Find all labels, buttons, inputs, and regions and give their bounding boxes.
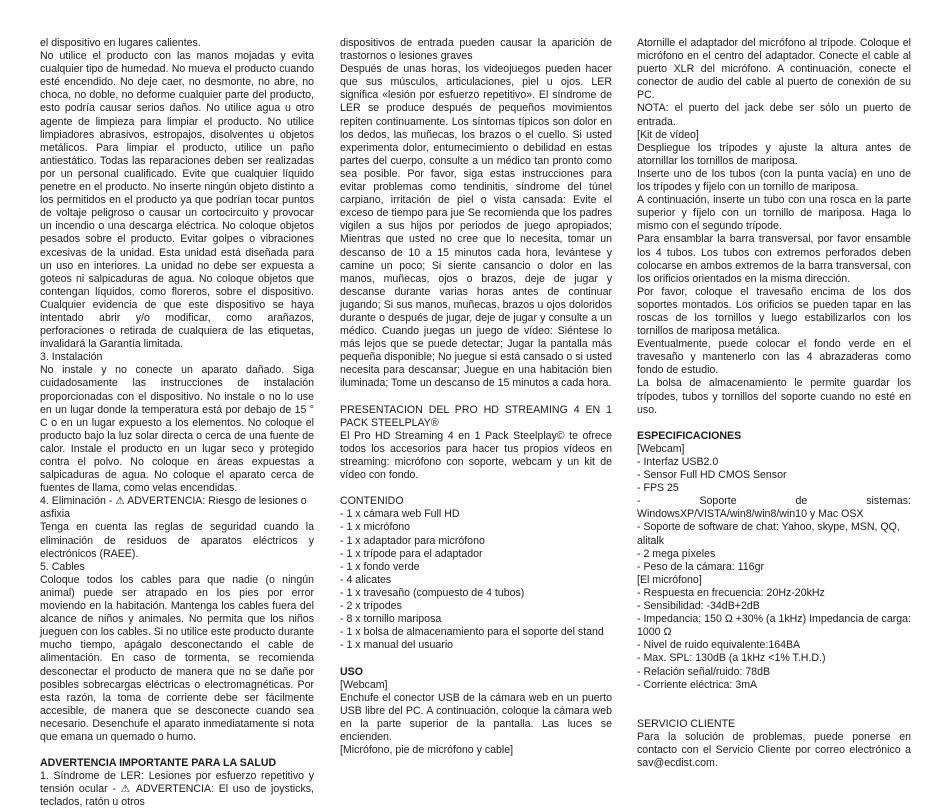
paragraph: Enchufe el conector USB de la cámara web en un puerto USB libre del PC. A continuación, coloque la cámara web en la parte superior de la pantalla. Las luces se encienden. (340, 691, 612, 743)
paragraph: Para ensamblar la barra transversal, por favor ensamble los 4 tubos. Los tubos con extremos perforados deben colocarse en ambos extremos de la barra transversal, con los orificios orientados en la misma dirección. (637, 233, 911, 285)
column-1 (40, 37, 314, 810)
list-item: - 1 x bolsa de almacenamiento para el soporte del stand (340, 626, 604, 639)
list-item: - FPS 25 (637, 482, 679, 495)
paragraph: Atornille el adaptador del micrófono al trípode. Coloque el micrófono en el centro del adaptador. Conecte el cable al puerto XLR del micrófono. A continuación, conecte el conector de audio del cable al puerto de conexión de su PC. (637, 37, 911, 102)
list-item: - Sensor Full HD CMOS Sensor (637, 469, 787, 482)
paragraph: No instale y no conecte un aparato dañado. Siga cuidadosamente las instrucciones de instalación proporcionadas con el dispositivo. No instale o no lo use en un lugar donde la temperatura está por debajo de 15 ° C o en un lugar expuesto a los elementos. No coloque el producto bajo la luz solar directa o cerca de una fuente de calor. Instale el producto en un lugar seco y protegido contra el polvo. No coloque en áreas expuestas a salpicaduras de agua. No coloque el aparato cerca de fuentes de llama, como velas encendidas. (40, 364, 314, 495)
paragraph: Inserte uno de los tubos (con la punta vacía) en uno de los trípodes y fíjelo con un tornillo de mariposa. (637, 167, 911, 194)
paragraph: Coloque todos los cables para que nadie (o ningún animal) puede ser atrapado en los pies por error moviendo en la habitación. Mantenga los cables fuera del alcance de niños y animales. No permita que los niños jueguen con los cables. Si no utilice este producto durante mucho tiempo, apágalo desconectando el cable de alimentación. En caso de tormenta, se recomienda desconectar el producto de manera que no se dañe por posibles sobrecargas eléctricas o electromagnéticas. Por esta razón, la toma de corriente debe ser fácilmente accesible, de manera que se desconecte cuando sea necesario. Desenchufe el aparato inmediatamente si nota que emana un quemado o humo. (40, 573, 314, 743)
list-item: - Corriente eléctrica: 3mA (637, 678, 758, 691)
paragraph: Eventualmente, puede colocar el fondo verde en el travesaño y mantenerlo con las 4 abrazaderas como fondo de estudio. (637, 338, 911, 377)
paragraph: El Pro HD Streaming 4 en 1 Pack Steelplay© te ofrece todos los accesorios para hacer tus propios vídeos en streaming: micrófono con soporte, webcam y un kit de vídeo con fondo. (340, 429, 612, 482)
paragraph: No utilice el producto con las manos mojadas y evita cualquier tipo de humedad. No mueva el producto cuando esté encendido. No deje caer, no desmonte, no abre, no choca, no doble, no deforme cualquier parte del producto, esto podría causar serios daños. No utilice agua u otro agente de limpieza para limpiar el producto. No utilice limpiadores abrasivos, estropajos, disolventes u objetos metálicos. Para limpiar el producto, utilice un paño antiestático. Todas las reparaciones deben ser realizadas por un personal cualificado. Evite que cualquier líquido penetre en el producto. No inserte ningún objeto distinto a los permitidos en el producto ya que podrían tocar puntos de voltaje peligroso o causar un cortocircuito y provocar un incendio o una descarga eléctrica. No coloque objetos pesados sobre el producto. Evitar golpes o vibraciones excesivas de la unidad. Esta unidad está diseñada para un uso en interiores. La unidad no debe ser expuesta a goteos ni salpicaduras de agua. No coloque objetos que contengan líquidos, como floreros, sobre el dispositivo. Cualquier evidencia de que este dispositivo se haya intentado abrir y/o modificar, como arañazos, perforaciones o retirada de cualquiera de las etiquetas, invalidará la Garantía limitada. (40, 50, 314, 351)
section-heading: 3. Instalación (40, 351, 103, 364)
paragraph: Tenga en cuenta las reglas de seguridad cuando la eliminación de residuos de aparatos eléctricos y electrónicos (RAEE). (40, 521, 314, 560)
list-item: - 2 x trípodes (340, 600, 402, 613)
subheading: [El micrófono] (637, 573, 702, 586)
list-item: - Nivel de ruido equivalente:164BA (637, 639, 801, 652)
contents-heading: CONTENIDO (340, 495, 404, 508)
paragraph: Por favor, coloque el travesaño encima de los dos soportes montados. Los orificios se pueden tapar en las roscas de los tornillos y luego estabilizarlos con los tornillos de mariposa metálica. (637, 285, 911, 338)
list-item: - 2 mega píxeles (637, 547, 716, 560)
subheading: [Micrófono, pie de micrófono y cable] (340, 744, 514, 757)
section-heading: 4. Eliminación - ⚠ ADVERTENCIA: Riesgo de lesiones o asfixia (40, 495, 307, 521)
paragraph: Para la solución de problemas, puede ponerse en contacto con el Servicio Cliente por correo electrónico a sav@ecdist.com. (637, 730, 911, 770)
list-item: - Max. SPL: 130dB (a 1kHz <1% T.H.D.) (637, 652, 826, 665)
list-item: - Soporte de sistemas: WindowsXP/VISTA/win8/win8/win10 y Mac OSX (637, 495, 911, 521)
list-item: - Interfaz USB2.0 (637, 456, 719, 468)
list-item: - 1 x trípode para el adaptador (340, 547, 483, 560)
subheading: [Webcam] (340, 678, 388, 691)
list-item: - Sensibilidad: -34dB+2dB (637, 600, 760, 613)
list-item: - 1 x cámara web Full HD (340, 508, 460, 521)
list-item: - 1 x fondo verde (340, 560, 420, 573)
section-heading: 5. Cables (40, 560, 85, 573)
paragraph: dispositivos de entrada pueden causar la aparición de trastornos o lesiones graves Después de unas horas, los videojuegos pueden hacer que sus músculos, articulaciones, piel u ojos. LER significa «lesión por esfuerzo repetitivo». El síndrome de LER se produce después de pequeños movimientos repiten continuamente. Los síntomas típicos son dolor en los dedos, las muñecas, los brazos o el cuello. Si usted experimenta dolor, entumecimiento o debilidad en estas partes del cuerpo, consulte a un médico tan pronto como sea posible. Por favor, siga estas instrucciones para evitar problemas como tendinitis, síndrome del túnel carpiano, irritación de piel o vista cansada: Evite el exceso de tiempo para jue Se recomienda que los padres vigilen a sus hijos por periodos de juego apropiados; Mientras que usted no cree que lo necesita, tomar un descanso de 10 a 15 minutos cada hora, levántese y camine un poco; Si siente cansancio o dolor en las manos, muñecas, ojos o brazos, deje de jugar y descanse durante varias horas antes de continuar jugando; Si sus manos, muñecas, brazos u ojos doloridos durante o después de jugar, deje de jugar y consulte a un médico. Cuando juegas un juego de vídeo: Siéntese lo más lejos que se puede detectar; Jugar la pantalla más pequeña disponible; No juegue si está cansado o si usted necesita para descansar; Juegue en una habitación bien iluminada; Tome un descanso de 15 minutos a cada hora. (340, 37, 612, 390)
paragraph: 1. Síndrome de LER: Lesiones por esfuerzo repetitivo y tensión ocular - ⚠ ADVERTENCIA: El uso de joysticks, teclados, ratón u otros (40, 770, 314, 809)
specs-heading: ESPECIFICACIONES (637, 429, 742, 442)
list-item: - 4 alicates (340, 573, 392, 586)
paragraph: A continuación, inserte un tubo con una rosca en la parte superior y fíjelo con un tornillo de mariposa. Haga lo mismo con el segundo trípode. (637, 194, 911, 233)
paragraph: el dispositivo en lugares calientes. (40, 37, 201, 49)
list-item: - 1 x adaptador para micrófono (340, 534, 485, 547)
list-item: - 1 x travesaño (compuesto de 4 tubos) (340, 586, 525, 599)
subheading: [Webcam] (637, 442, 685, 455)
usage-heading: USO (340, 665, 363, 678)
list-item: - 1 x micrófono (340, 521, 411, 534)
list-item: - Relación señal/ruido: 78dB (637, 665, 771, 678)
list-item: - Peso de la cámara: 116gr (637, 560, 764, 573)
paragraph: La bolsa de almacenamiento le permite guardar los trípodes, tubos y tornillos del soporte cuando no esté en uso. (637, 377, 911, 416)
paragraph: Despliegue los trípodes y ajuste la altura antes de atornillar los tornillos de mariposa. (637, 141, 911, 167)
product-title: PRESENTACION DEL PRO HD STREAMING 4 EN 1 PACK STEELPLAY® (340, 403, 612, 429)
column-3 (637, 37, 911, 770)
list-item: - 1 x manual del usuario (340, 639, 454, 652)
health-warning-heading: ADVERTENCIA IMPORTANTE PARA LA SALUD (40, 757, 277, 770)
list-item: - Respuesta en frecuencia: 20Hz-20kHz (637, 586, 825, 599)
column-2 (340, 37, 612, 757)
list-item: - Impedancia: 150 Ω +30% (a 1kHz) Impedancia de carga: 1000 Ω (637, 613, 911, 639)
customer-service-heading: SERVICIO CLIENTE (637, 717, 736, 730)
list-item: - 8 x tornillo mariposa (340, 613, 442, 626)
list-item: - Soporte de software de chat: Yahoo, skype, MSN, QQ, alitalk (637, 521, 900, 547)
subheading: [Kit de vídeo] (637, 128, 699, 141)
note: NOTA: el puerto del jack debe ser sólo un puerto de entrada. (637, 102, 911, 128)
